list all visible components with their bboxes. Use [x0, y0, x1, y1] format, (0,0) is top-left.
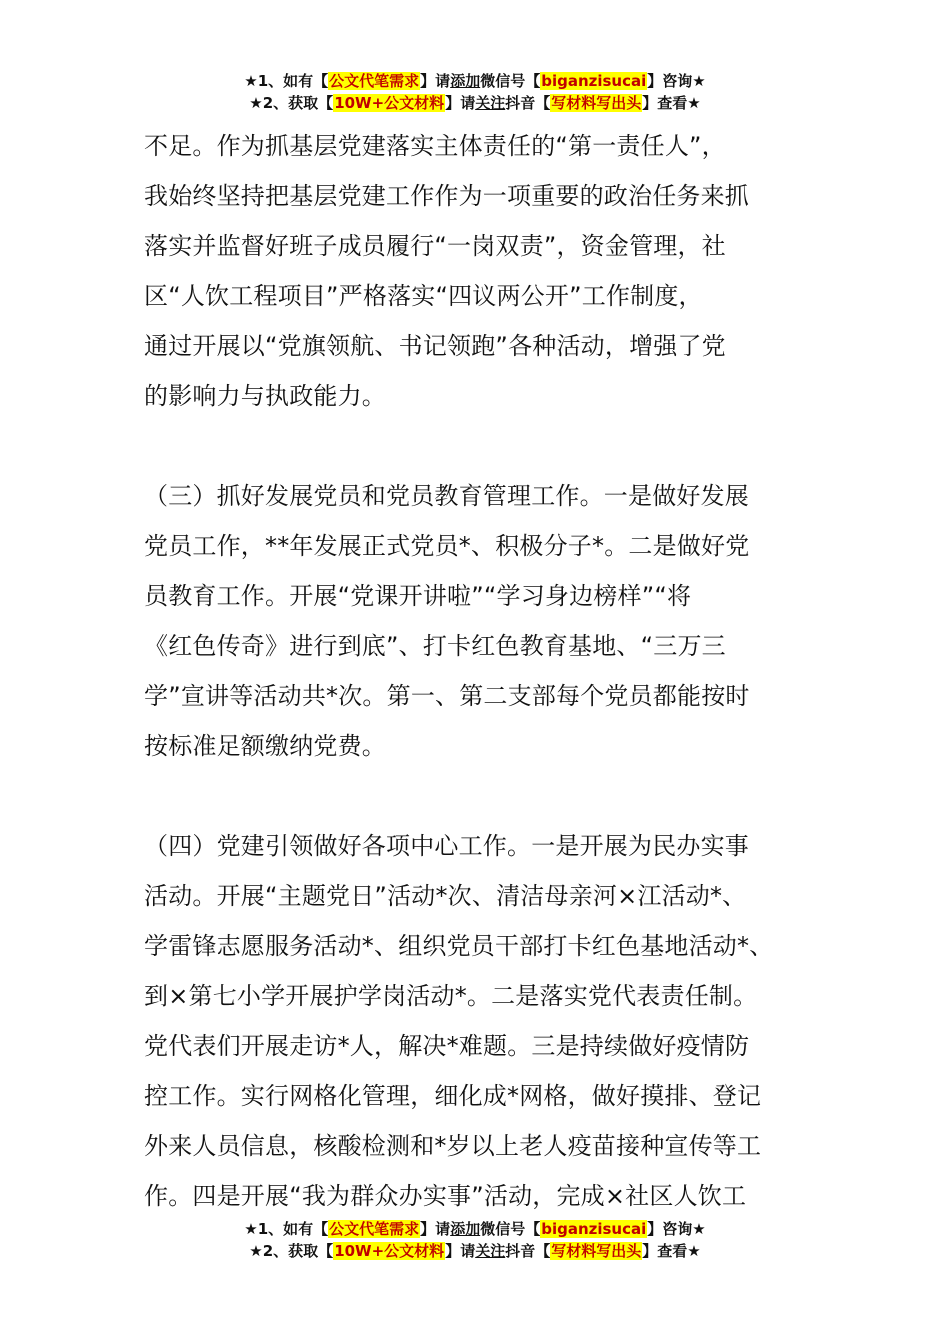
- banner-underline: 关注: [475, 94, 506, 112]
- banner-line-1: [0, 70, 950, 92]
- banner-line-2: [0, 1240, 950, 1262]
- text-line: 活动。开展“主题党日”活动*次、清洁母亲河×江活动*、: [144, 882, 747, 910]
- banner-text: 】请: [420, 1220, 451, 1238]
- banner-text: 】咨询★: [647, 1220, 706, 1238]
- text-line: 区“人饮工程项目”严格落实“四议两公开”工作制度，: [144, 282, 703, 310]
- banner-text: 】查看★: [642, 94, 701, 112]
- paragraph-2: [144, 471, 824, 771]
- banner-text: 】咨询★: [647, 72, 706, 90]
- banner-text: 微信号【: [480, 1220, 541, 1238]
- banner-text: ★2、获取【: [249, 1242, 334, 1260]
- text-line: （四）党建引领做好各项中心工作。一是开展为民办实事: [144, 832, 749, 860]
- banner-text: ★2、获取【: [249, 94, 334, 112]
- text-line: 通过开展以“党旗领航、书记领跑”各种活动，增强了党: [144, 332, 726, 360]
- banner-text: 抖音【: [505, 1242, 551, 1260]
- banner-highlight: 10W+公文材料: [334, 1242, 445, 1260]
- banner-text: 】请: [445, 1242, 476, 1260]
- paragraph-1: [144, 121, 824, 421]
- banner-underline: 关注: [475, 1242, 506, 1260]
- paragraph-gap: [144, 771, 824, 821]
- banner-text: 】查看★: [642, 1242, 701, 1260]
- banner-underline: 添加: [450, 72, 481, 90]
- banner-line-1: [0, 1218, 950, 1240]
- banner-douyin-id: 写材料写出头: [551, 1242, 642, 1260]
- text-line: 员教育工作。开展“党课开讲啦”“学习身边榜样”“将: [144, 582, 692, 610]
- text-line: 学雷锋志愿服务活动*、组织党员干部打卡红色基地活动*、: [144, 932, 774, 960]
- banner-highlight: 公文代笔需求: [329, 1220, 420, 1238]
- header-banner: [0, 70, 950, 114]
- footer-banner: [0, 1218, 950, 1262]
- text-line: 党代表们开展走访*人，解决*难题。三是持续做好疫情防: [144, 1032, 750, 1060]
- banner-wechat-id: biganzisucai: [541, 72, 647, 90]
- text-line: （三）抓好发展党员和党员教育管理工作。一是做好发展: [144, 482, 749, 510]
- text-line: 到×第七小学开展护学岗活动*。二是落实党代表责任制。: [144, 982, 758, 1010]
- document-body: [144, 121, 824, 1221]
- text-line: 的影响力与执政能力。: [144, 382, 386, 410]
- text-line: 《红色传奇》进行到底”、打卡红色教育基地、“三万三: [144, 632, 726, 660]
- banner-text: 微信号【: [480, 72, 541, 90]
- banner-text: 】请: [445, 94, 476, 112]
- banner-line-2: [0, 92, 950, 114]
- text-line: 党员工作，**年发展正式党员*、积极分子*。二是做好党: [144, 532, 750, 560]
- text-line: 落实并监督好班子成员履行“一岗双责”，资金管理，社: [144, 232, 726, 260]
- text-line: 控工作。实行网格化管理，细化成*网格，做好摸排、登记: [144, 1082, 762, 1110]
- banner-text: ★1、如有【: [244, 1220, 329, 1238]
- banner-underline: 添加: [450, 1220, 481, 1238]
- banner-text: 】请: [420, 72, 451, 90]
- banner-wechat-id: biganzisucai: [541, 1220, 647, 1238]
- text-line: 学”宣讲等活动共*次。第一、第二支部每个党员都能按时: [144, 682, 750, 710]
- banner-text: ★1、如有【: [244, 72, 329, 90]
- text-line: 外来人员信息，核酸检测和*岁以上老人疫苗接种宣传等工: [144, 1132, 762, 1160]
- banner-highlight: 公文代笔需求: [329, 72, 420, 90]
- text-line: 按标准足额缴纳党费。: [144, 732, 386, 760]
- banner-douyin-id: 写材料写出头: [551, 94, 642, 112]
- text-line: 作。四是开展“我为群众办实事”活动，完成×社区人饮工: [144, 1182, 747, 1210]
- text-line: 不足。作为抓基层党建落实主体责任的“第一责任人”，: [144, 132, 726, 160]
- banner-highlight: 10W+公文材料: [334, 94, 445, 112]
- paragraph-3: [144, 821, 824, 1221]
- paragraph-gap: [144, 421, 824, 471]
- text-line: 我始终坚持把基层党建工作作为一项重要的政治任务来抓: [144, 182, 749, 210]
- banner-text: 抖音【: [505, 94, 551, 112]
